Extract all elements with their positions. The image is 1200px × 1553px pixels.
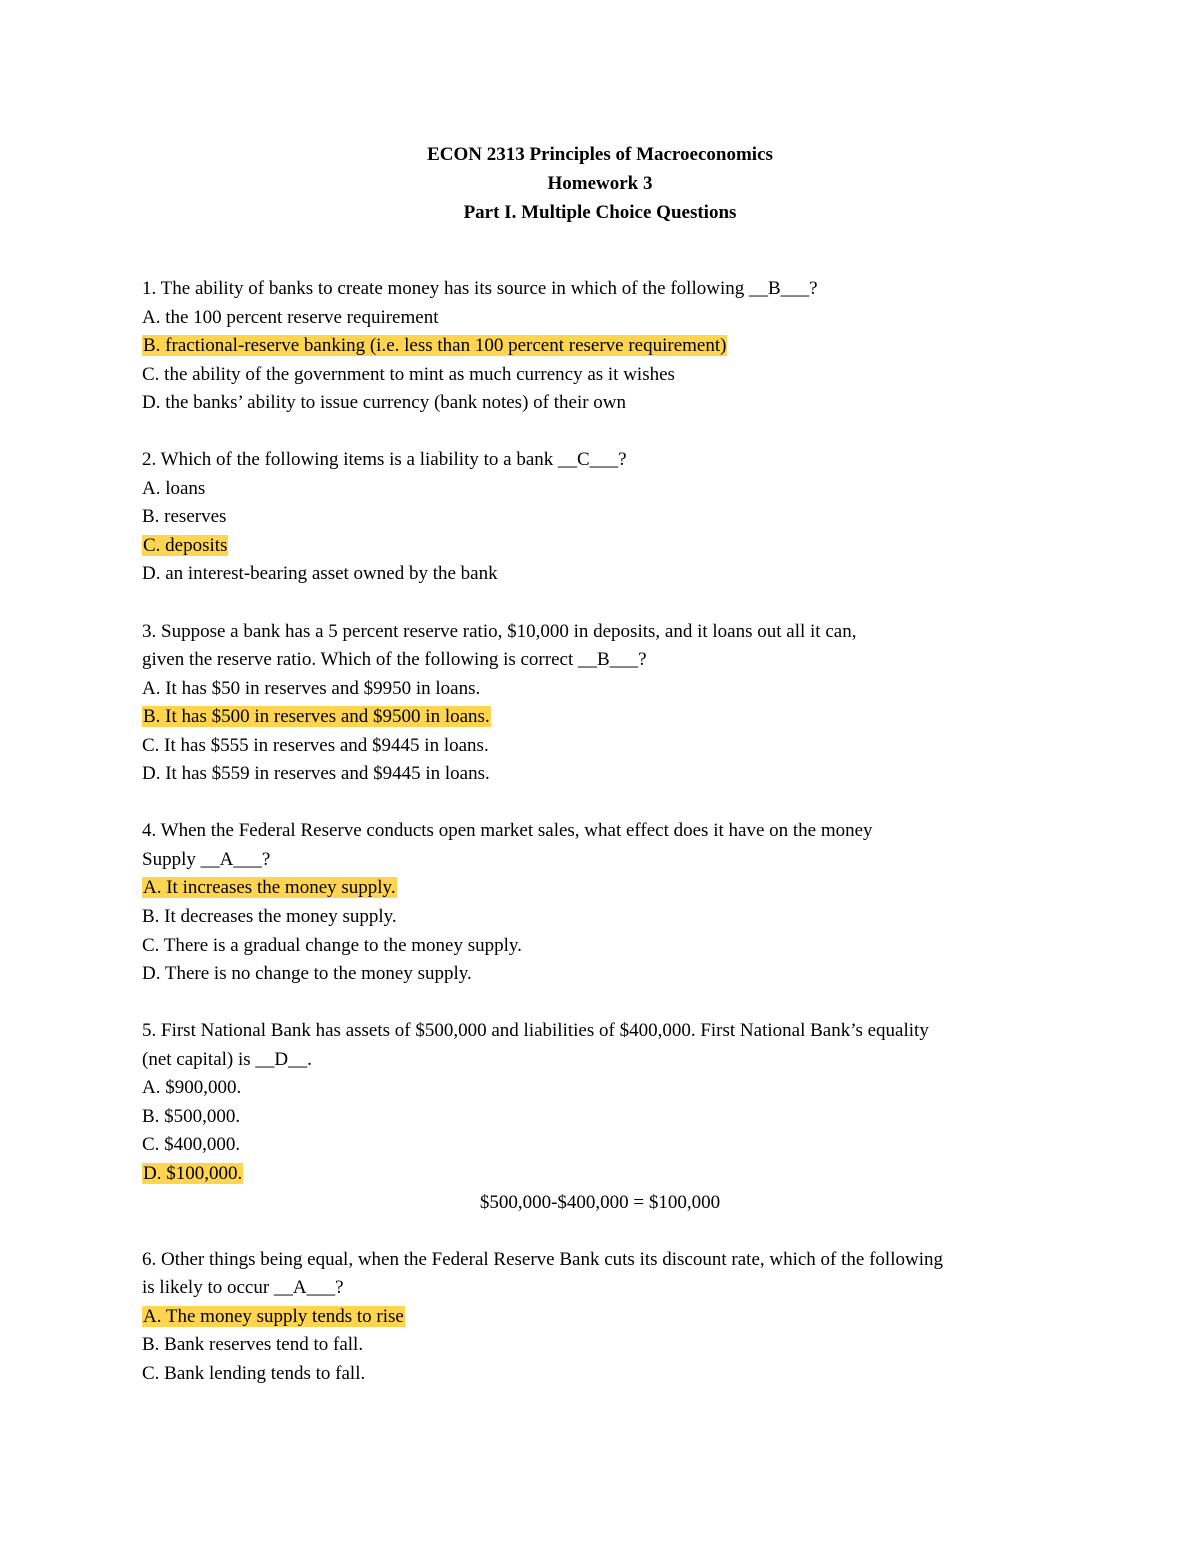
question-stem: Supply __A___?	[142, 848, 271, 870]
answer-option: B. $500,000.	[142, 1105, 241, 1127]
answer-highlight: B. fractional-reserve banking (i.e. less than 100 percent reserve requirement)	[143, 335, 727, 357]
questions-list	[142, 275, 1062, 1388]
answer-option: C. the ability of the government to mint as much currency as it wishes	[142, 363, 675, 385]
question-4	[142, 817, 1062, 988]
part-title: Part I. Multiple Choice Questions	[463, 202, 737, 223]
answer-option: C. Bank lending tends to fall.	[142, 1362, 366, 1384]
assignment-title: Homework 3	[547, 173, 653, 194]
answer-option-correct	[142, 1160, 1062, 1189]
question-2	[142, 446, 1062, 589]
answer-option-correct	[142, 532, 1062, 561]
worked-calculation: $500,000-$400,000 = $100,000	[479, 1191, 721, 1213]
question-stem: 1. The ability of banks to create money has its source in which of the following __B___?	[142, 278, 818, 299]
answer-highlight: D. $100,000.	[143, 1162, 243, 1184]
answer-option: A. the 100 percent reserve requirement	[142, 306, 439, 328]
answer-option: D. the banks’ ability to issue currency (bank notes) of their own	[142, 392, 627, 414]
answer-option: C. $400,000.	[142, 1134, 241, 1156]
question-stem: 5. First National Bank has assets of $500,000 and liabilities of $400,000. First National Bank’s equality	[142, 1020, 929, 1042]
question-stem: 3. Suppose a bank has a 5 percent reserve ratio, $10,000 in deposits, and it loans out all it can,	[142, 620, 857, 642]
answer-highlight: C. deposits	[143, 534, 228, 556]
answer-option: C. It has $555 in reserves and $9445 in loans.	[142, 734, 489, 756]
question-stem: given the reserve ratio. Which of the following is correct __B___?	[142, 649, 647, 671]
question-5	[142, 1017, 1062, 1217]
answer-highlight: B. It has $500 in reserves and $9500 in loans.	[143, 706, 490, 728]
answer-option-correct	[142, 1303, 1062, 1332]
answer-option: D. It has $559 in reserves and $9445 in loans.	[142, 763, 490, 785]
course-title: ECON 2313 Principles of Macroeconomics	[427, 144, 773, 165]
answer-option: D. an interest-bearing asset owned by the bank	[142, 563, 498, 585]
answer-option: A. loans	[142, 477, 206, 499]
answer-option-correct	[142, 874, 1062, 903]
question-stem: 4. When the Federal Reserve conducts open market sales, what effect does it have on the money	[142, 820, 873, 842]
answer-option-correct	[142, 332, 1062, 361]
answer-highlight: A. The money supply tends to rise	[143, 1305, 404, 1327]
question-1	[142, 275, 1062, 418]
answer-option: D. There is no change to the money supply.	[142, 963, 472, 985]
answer-option: B. It decreases the money supply.	[142, 906, 397, 928]
answer-highlight: A. It increases the money supply.	[143, 877, 396, 899]
answer-option: B. reserves	[142, 506, 227, 528]
question-stem: 6. Other things being equal, when the Federal Reserve Bank cuts its discount rate, which of the following	[142, 1248, 943, 1270]
answer-option: A. $900,000.	[142, 1077, 242, 1099]
answer-option: B. Bank reserves tend to fall.	[142, 1334, 364, 1356]
answer-option: A. It has $50 in reserves and $9950 in loans.	[142, 677, 481, 699]
question-stem: is likely to occur __A___?	[142, 1277, 344, 1299]
question-3	[142, 618, 1062, 789]
answer-option-correct	[142, 703, 1062, 732]
question-stem: 2. Which of the following items is a liability to a bank __C___?	[142, 449, 627, 471]
answer-option: C. There is a gradual change to the money supply.	[142, 934, 522, 956]
question-stem: (net capital) is __D__.	[142, 1048, 312, 1070]
question-6	[142, 1246, 1062, 1389]
document-header	[0, 140, 1200, 227]
